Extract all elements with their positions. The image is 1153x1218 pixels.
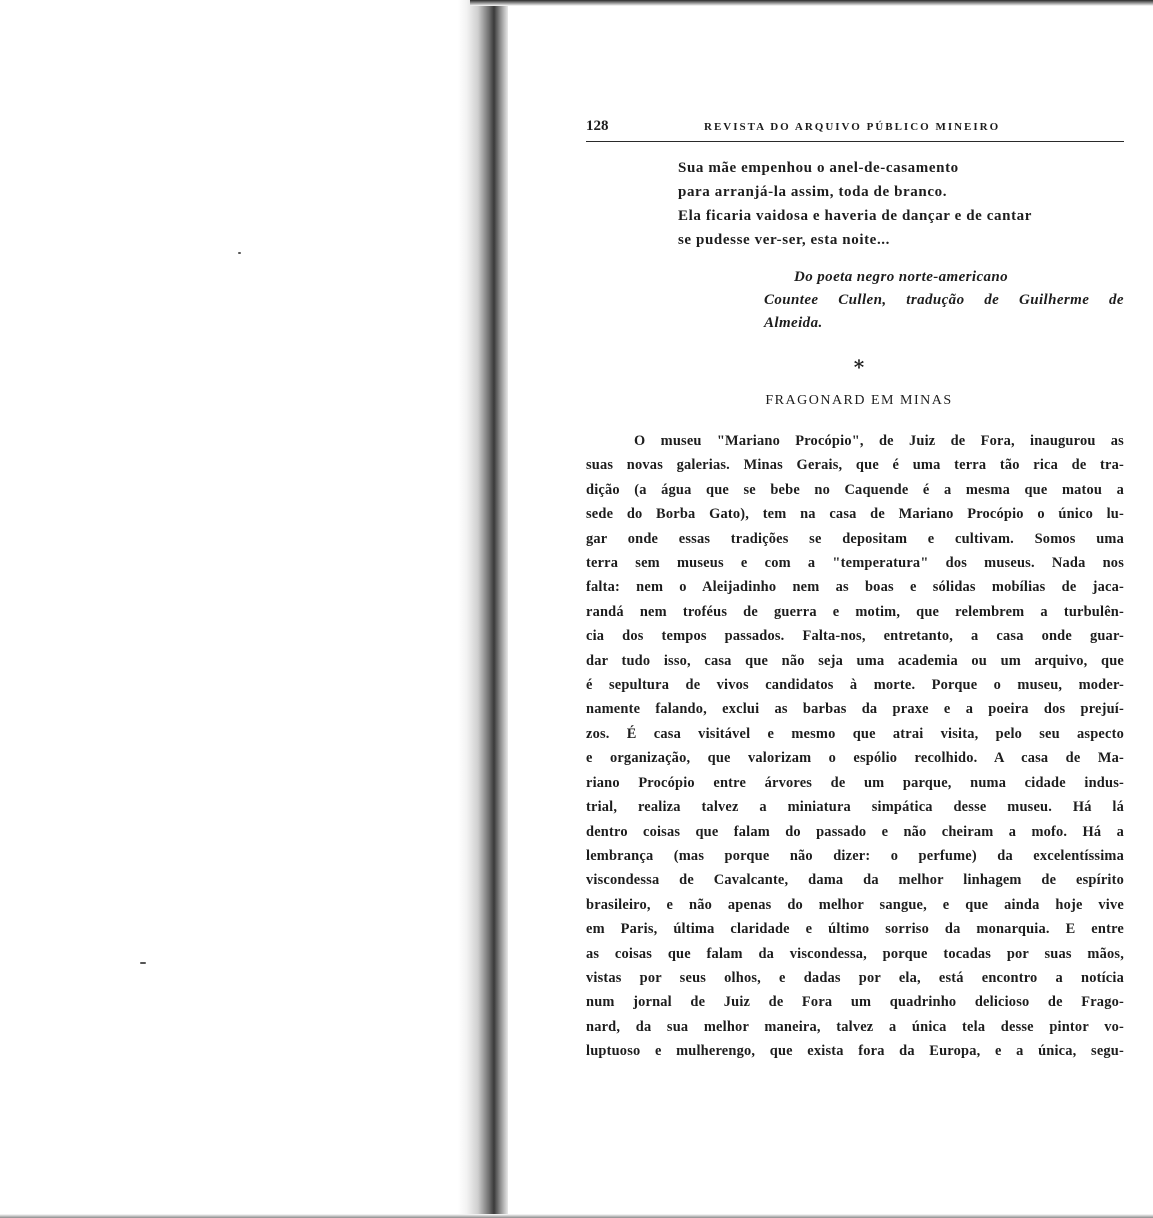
article-line: falta: nem o Aleijadinho nem as boas e sólidas mobílias de jaca-	[586, 579, 1124, 596]
section-separator: *	[853, 355, 865, 379]
attribution-line: Almeida.	[764, 315, 823, 331]
poem-stanza	[678, 156, 1124, 252]
article-line: em Paris, última claridade e último sorriso da monarquia. E entre	[586, 921, 1124, 938]
article-line: as coisas que falam da viscondessa, porque tocadas por suas mãos,	[586, 945, 1124, 962]
article-line: randá nem troféus de guerra e motim, que relembrem a turbulên-	[586, 603, 1124, 620]
running-head	[586, 118, 1124, 142]
article-line: brasileiro, e não apenas do melhor sangue, e que ainda hoje vive	[586, 896, 1124, 913]
article-line: dição (a água que se bebe no Caquende é a mesma que matou a	[586, 481, 1124, 498]
article-line: é sepultura de vivos candidatos à morte. Porque o museu, moder-	[586, 677, 1124, 694]
article-line: num jornal de Juiz de Fora um quadrinho delicioso de Frago-	[586, 994, 1124, 1011]
poem-attribution	[764, 266, 1124, 335]
scan-speck	[238, 252, 241, 254]
article-line: dentro coisas que falam do passado e não cheiram a mofo. Há a	[586, 823, 1124, 840]
article-line: vistas por seus olhos, e dadas por ela, está encontro a notícia	[586, 969, 1124, 986]
book-gutter-shadow	[458, 0, 508, 1218]
article-line: lembrança (mas porque não dizer: o perfume) da excelentíssima	[586, 847, 1124, 864]
article-line: O museu "Mariano Procópio", de Juiz de Fora, inaugurou as	[634, 433, 1124, 449]
article-line: dar tudo isso, casa que não seja uma academia ou um arquivo, que	[586, 652, 1124, 669]
attribution-line: Do poeta negro norte-americano	[794, 269, 1009, 285]
attribution-line: Countee Cullen, tradução de Guilherme de	[764, 292, 1124, 308]
article-line: nard, da sua melhor maneira, talvez a única tela desse pintor vo-	[586, 1018, 1124, 1035]
scan-speck	[140, 962, 146, 964]
article-line: luptuoso e mulherengo, que exista fora da Europa, e a única, segu-	[586, 1043, 1124, 1060]
page-bottom-edge	[0, 1214, 1153, 1218]
article-line: cia dos tempos passados. Falta-nos, entretanto, a casa onde guar-	[586, 628, 1124, 645]
page-number: 128	[586, 118, 609, 134]
poem-line: se pudesse ver-ser, esta noite...	[678, 232, 890, 248]
article-line: riano Procópio entre árvores de um parque, numa cidade indus-	[586, 774, 1124, 791]
article-line: namente falando, exclui as barbas da praxe e a poeira dos prejuí-	[586, 701, 1124, 718]
running-title: REVISTA DO ARQUIVO PÚBLICO MINEIRO	[704, 121, 1001, 133]
article-line: suas novas galerias. Minas Gerais, que é uma terra tão rica de tra-	[586, 457, 1124, 474]
article-title: FRAGONARD EM MINAS	[765, 393, 953, 408]
poem-line: Ela ficaria vaidosa e haveria de dançar e de cantar	[678, 208, 1033, 224]
poem-line: Sua mãe empenhou o anel-de-casamento	[678, 160, 959, 176]
article-line: trial, realiza talvez a miniatura simpática desse museu. Há lá	[586, 799, 1124, 816]
right-page	[586, 118, 1124, 1064]
article-line: zos. É casa visitável e mesmo que atrai visita, pelo seu aspecto	[586, 725, 1124, 742]
article-line: e organização, que valorizam o espólio recolhido. A casa de Ma-	[586, 750, 1124, 767]
article-body	[586, 429, 1124, 1064]
article-line: gar onde essas tradições se depositam e cultivam. Somos uma	[586, 530, 1124, 547]
article-line: viscondessa de Cavalcante, dama da melhor linhagem de espírito	[586, 872, 1124, 889]
article-line: terra sem museus e com a "temperatura" dos museus. Nada nos	[586, 555, 1124, 572]
article-line: sede do Borba Gato), tem na casa de Mariano Procópio o único lu-	[586, 506, 1124, 523]
poem-line: para arranjá-la assim, toda de branco.	[678, 184, 948, 200]
page-top-edge	[470, 0, 1153, 6]
